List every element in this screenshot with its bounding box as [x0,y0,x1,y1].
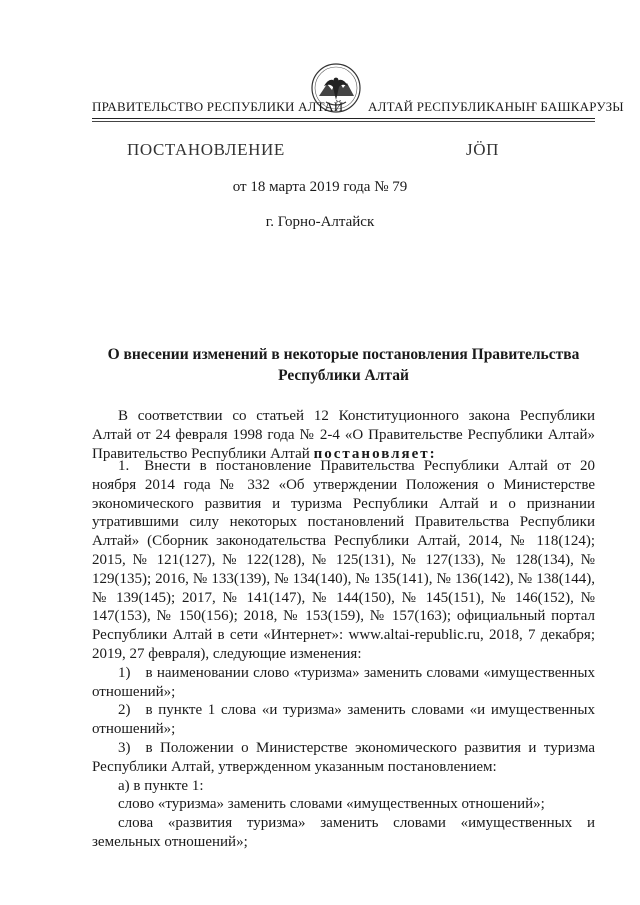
doc-type-altai: JӦП [466,140,499,159]
list-item: 1) в наименовании слово «туризма» заменить словами «имущественных отношений»; [92,664,595,700]
list-item: 3) в Положении о Министерстве экономического развития и туризма Республики Алтай, утвержденном указанным постановлением: [92,739,595,775]
list-item: слова «развития туризма» заменить словами «имущественных и земельных отношений»; [92,815,595,850]
list-item: слово «туризма» заменить словами «имущественных отношений»; [118,796,545,813]
header-rule-thin [92,121,595,122]
header-rule [92,118,595,119]
preamble-text: В соответствии со статьей 12 Конституционного закона Республики Алтай от 24 февраля 1998 года № 2-4 «О Правительстве Республики Алтай» Правительство Республики Алтай [92,408,595,462]
doc-type-russian: ПОСТАНОВЛЕНИЕ [127,140,285,159]
org-name-russian: ПРАВИТЕЛЬСТВО РЕСПУБЛИКИ АЛТАЙ [92,99,344,114]
document-date: от 18 марта 2019 года № 79 [232,179,408,195]
preamble-paragraph [92,407,595,463]
list-item: а) в пункте 1: [118,777,204,794]
document-city: г. Горно-Алтайск [265,214,375,230]
list-item: 2) в пункте 1 слова «и туризма» заменить словами «и имущественных отношений»; [92,702,595,738]
preamble-emphasis: постановляет: [313,445,437,462]
org-name-altai: АЛТАЙ РЕСПУБЛИКАНЫҤ БАШКАРУЗЫ [368,99,624,114]
document-title: О внесении изменений в некоторые постановления Правительства Республики Алтай [107,346,580,384]
preamble [92,407,595,463]
list-item: 1. Внести в постановление Правительства Республики Алтай от 20 ноября 2014 года № 332 «Об утверждении Положения о Министерстве экономического развития и туризма Республики Алтай и о признании утратившими силу некоторых постановлений Правительства Республики Алтай» (Сборник законодательства Республики Алтай, 2014, № 118(124); 2015, № 121(127), № 122(128), № 125(131), № 127(133), № 128(134), № 129(135); 2016, № 133(139), № 134(140), № 135(141), № 136(142), № 138(144), № 139(145); 2017, № 141(147), № 144(150), № 145(151), № 146(152), № 147(153), № 150(156); 2018, № 153(159), № 157(163); официальный портал Республики Алтай в сети «Интернет»: www.altai-republic.ru, 2018, 7 декабря; 2019, 27 февраля), следующие изменения: [92,458,595,662]
section-1 [92,457,595,852]
